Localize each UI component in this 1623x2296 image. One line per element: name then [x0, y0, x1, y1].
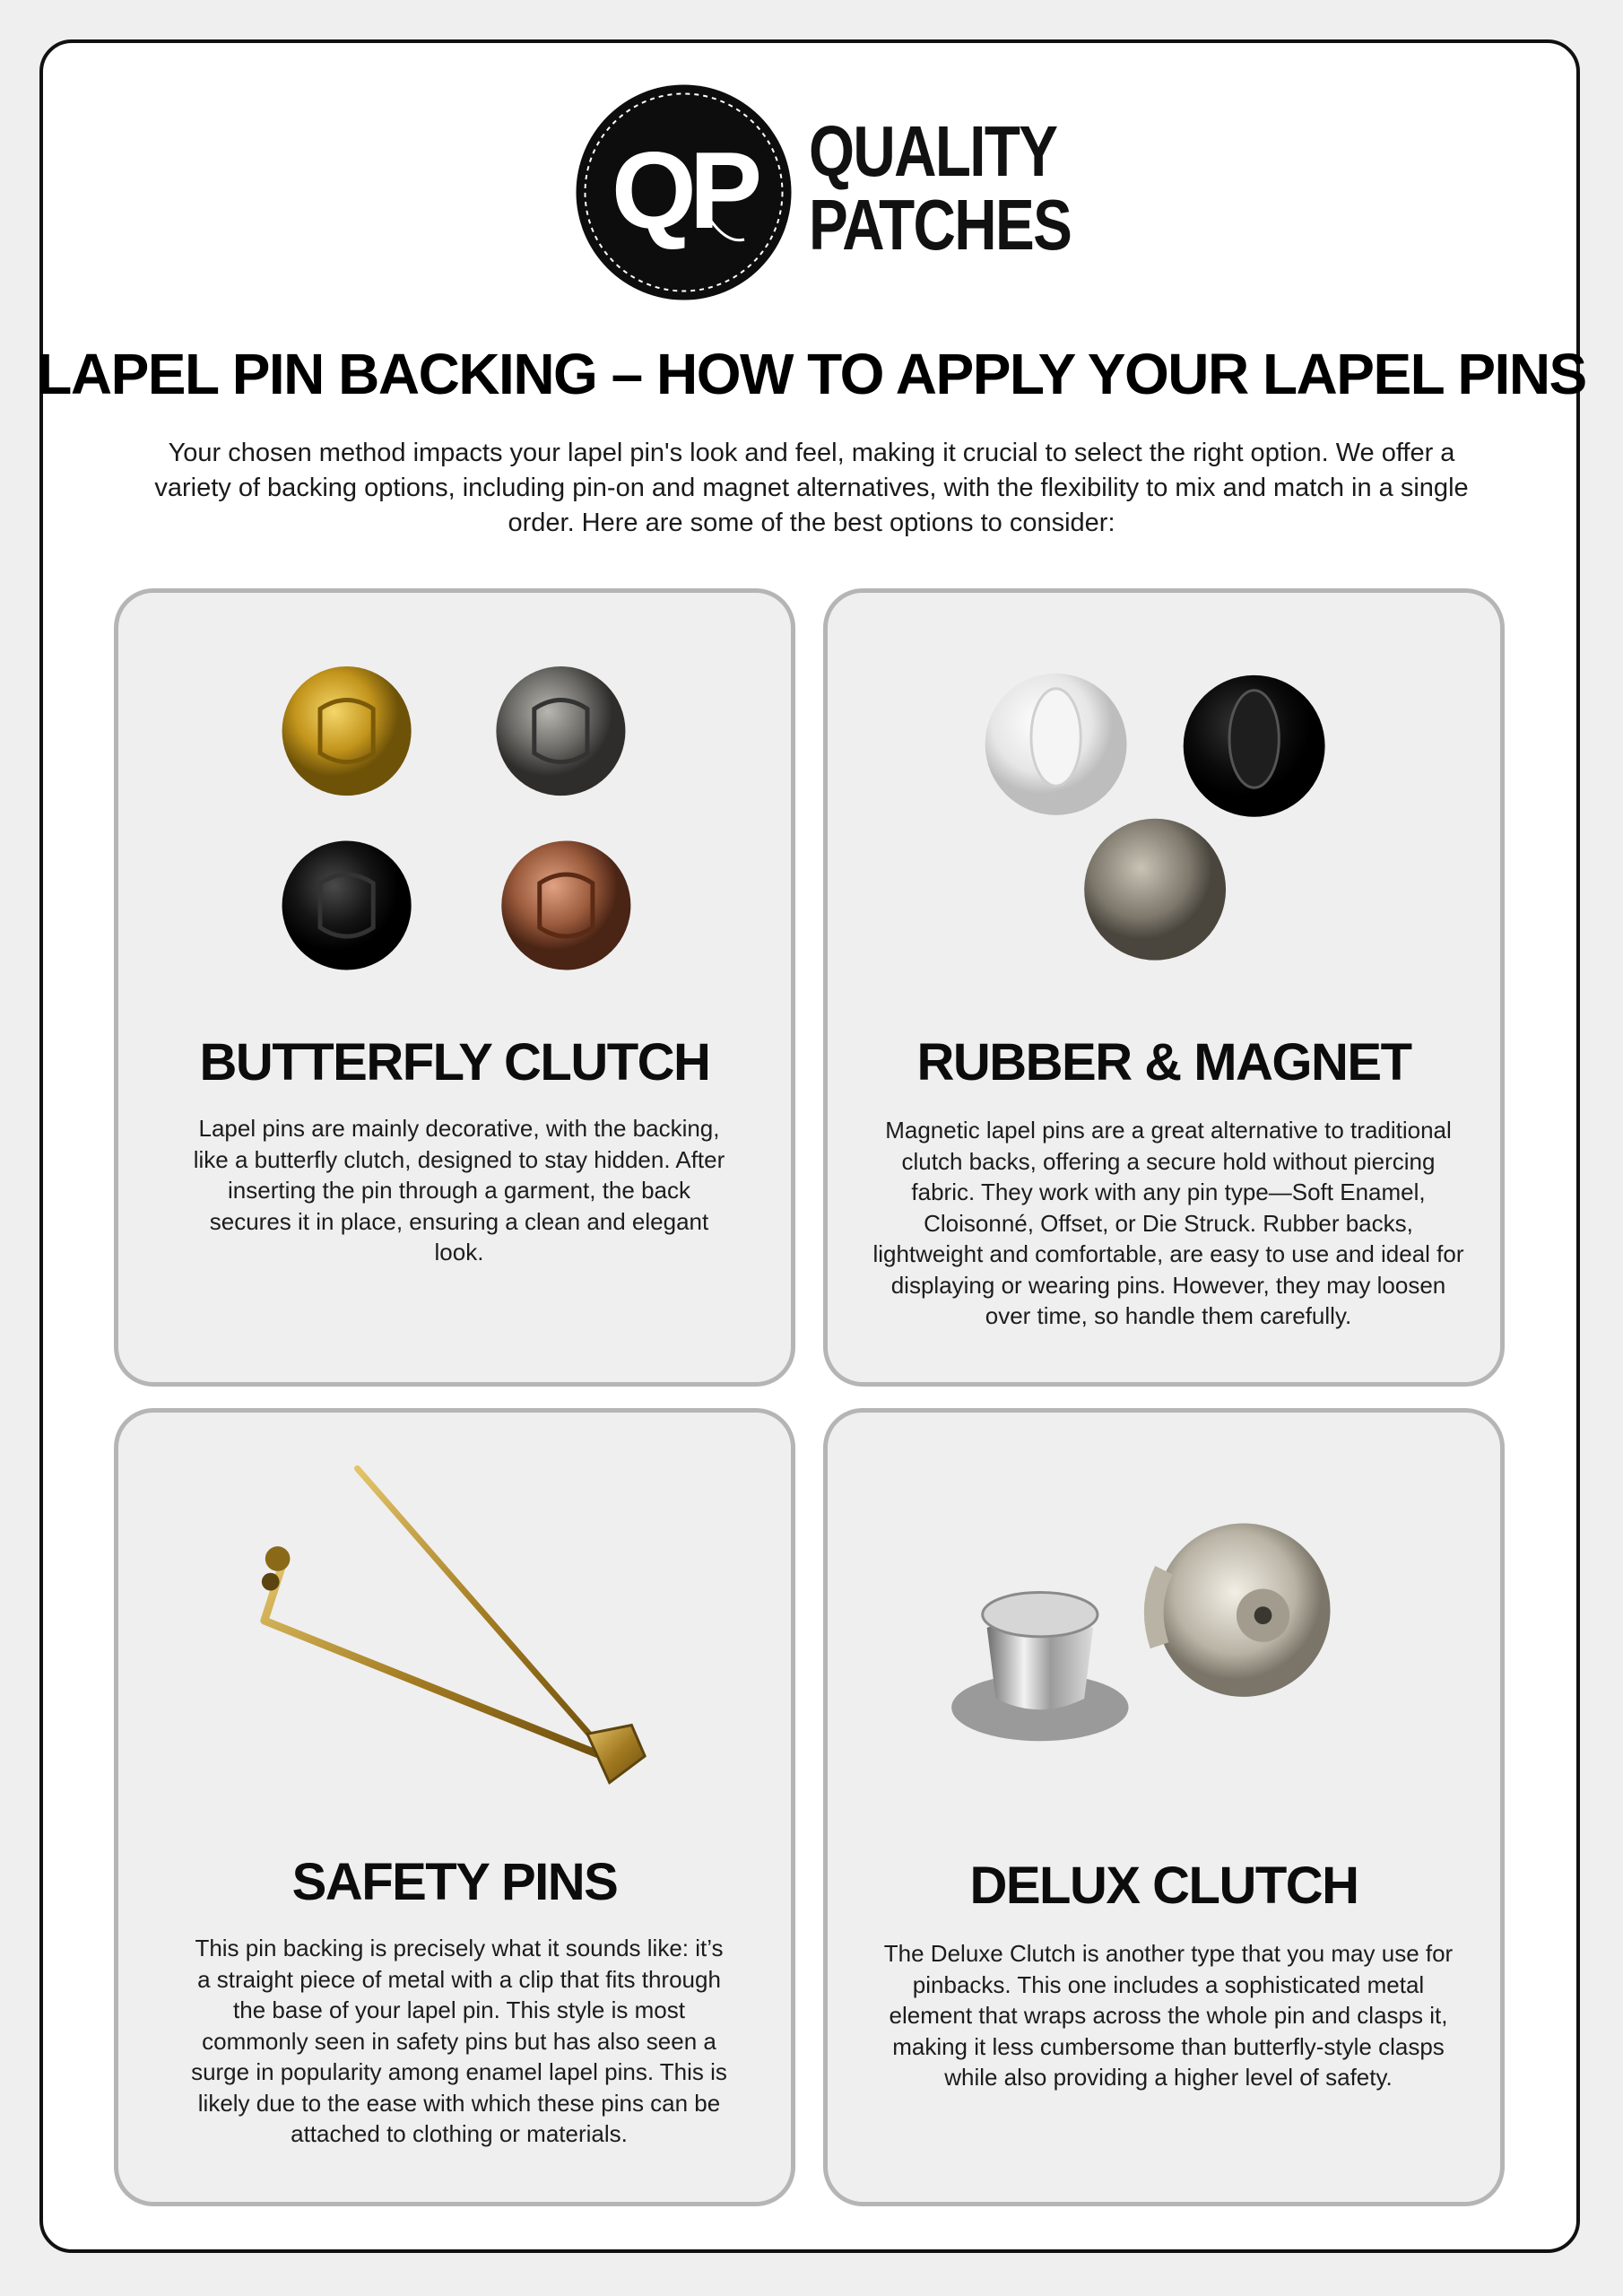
card-delux-clutch	[823, 1408, 1505, 2206]
page-title: LAPEL PIN BACKING – HOW TO APPLY YOUR LAPEL PINS	[37, 342, 1586, 406]
card-description: Lapel pins are mainly decorative, with the backing, like a butterfly clutch, designed to stay hidden. After inserting the pin through a garment, the back secures it in place, ensuring a clean and elegant look.	[193, 1115, 725, 1265]
qp-monogram-logo-icon	[574, 83, 794, 302]
card-title: DELUX CLUTCH	[969, 1857, 1358, 1915]
white-rubber-back-icon	[985, 674, 1127, 815]
magnet-back-icon	[1084, 819, 1226, 961]
brand-name-line1: QUALITY	[809, 111, 1057, 191]
deluxe-clutch-front-icon	[1154, 1523, 1331, 1696]
card-title: BUTTERFLY CLUTCH	[199, 1033, 710, 1091]
card-description: Magnetic lapel pins are a great alternative to traditional clutch backs, offering a secure hold without piercing fabric. They work with any pin type—Soft Enamel, Cloisonné, Offset, or Die Struck. Rubber backs, lightweight and comfortable, are easy to use and ideal for displaying or wearing pins. However, they may loosen over time, so handle them carefully.	[872, 1117, 1464, 1329]
brand-wordmark	[809, 111, 1072, 265]
card-title: RUBBER & MAGNET	[916, 1033, 1411, 1091]
silver-clutch-icon	[496, 666, 625, 796]
black-clutch-icon	[282, 840, 412, 970]
card-description: This pin backing is precisely what it sounds like: it’s a straight piece of metal with a clip that fits through the base of your lapel pin. This style is most commonly seen in safety pins but has also seen a surge in popularity among enamel lapel pins. This is likely due to the ease with which these pins can be attached to clothing or materials.	[191, 1935, 727, 2147]
gold-clutch-icon	[282, 666, 412, 796]
black-rubber-back-icon	[1184, 675, 1325, 817]
card-description: The Deluxe Clutch is another type that you may use for pinbacks. This one includes a sophisticated metal element that wraps across the whole pin and clasps it, making it less cumbersome than butterfly-style clasps while also providing a higher level of safety.	[883, 1940, 1454, 2091]
deluxe-clutch-side-icon	[951, 1592, 1128, 1741]
intro-paragraph: Your chosen method impacts your lapel pin's look and feel, making it crucial to select the right option. We offer a variety of backing options, including pin-on and magnet alternatives, with the flexibility to mix and match in a single order. Here are some of the best options to consider:	[154, 439, 1469, 537]
copper-clutch-icon	[501, 840, 630, 970]
deluxe-clutch-backs-photo	[828, 1413, 1500, 1834]
brand-logo	[574, 83, 1072, 307]
card-butterfly-clutch	[114, 588, 795, 1387]
butterfly-clutch-backs-photo	[118, 593, 791, 1014]
card-rubber-magnet	[823, 588, 1505, 1387]
svg-text:QP: QP	[611, 129, 756, 251]
rubber-and-magnet-backs-photo	[828, 593, 1500, 1014]
card-safety-pins	[114, 1408, 795, 2206]
brand-name-line2: PATCHES	[809, 185, 1072, 265]
safety-pin-back-photo	[118, 1413, 791, 1834]
card-title: SAFETY PINS	[291, 1853, 618, 1911]
